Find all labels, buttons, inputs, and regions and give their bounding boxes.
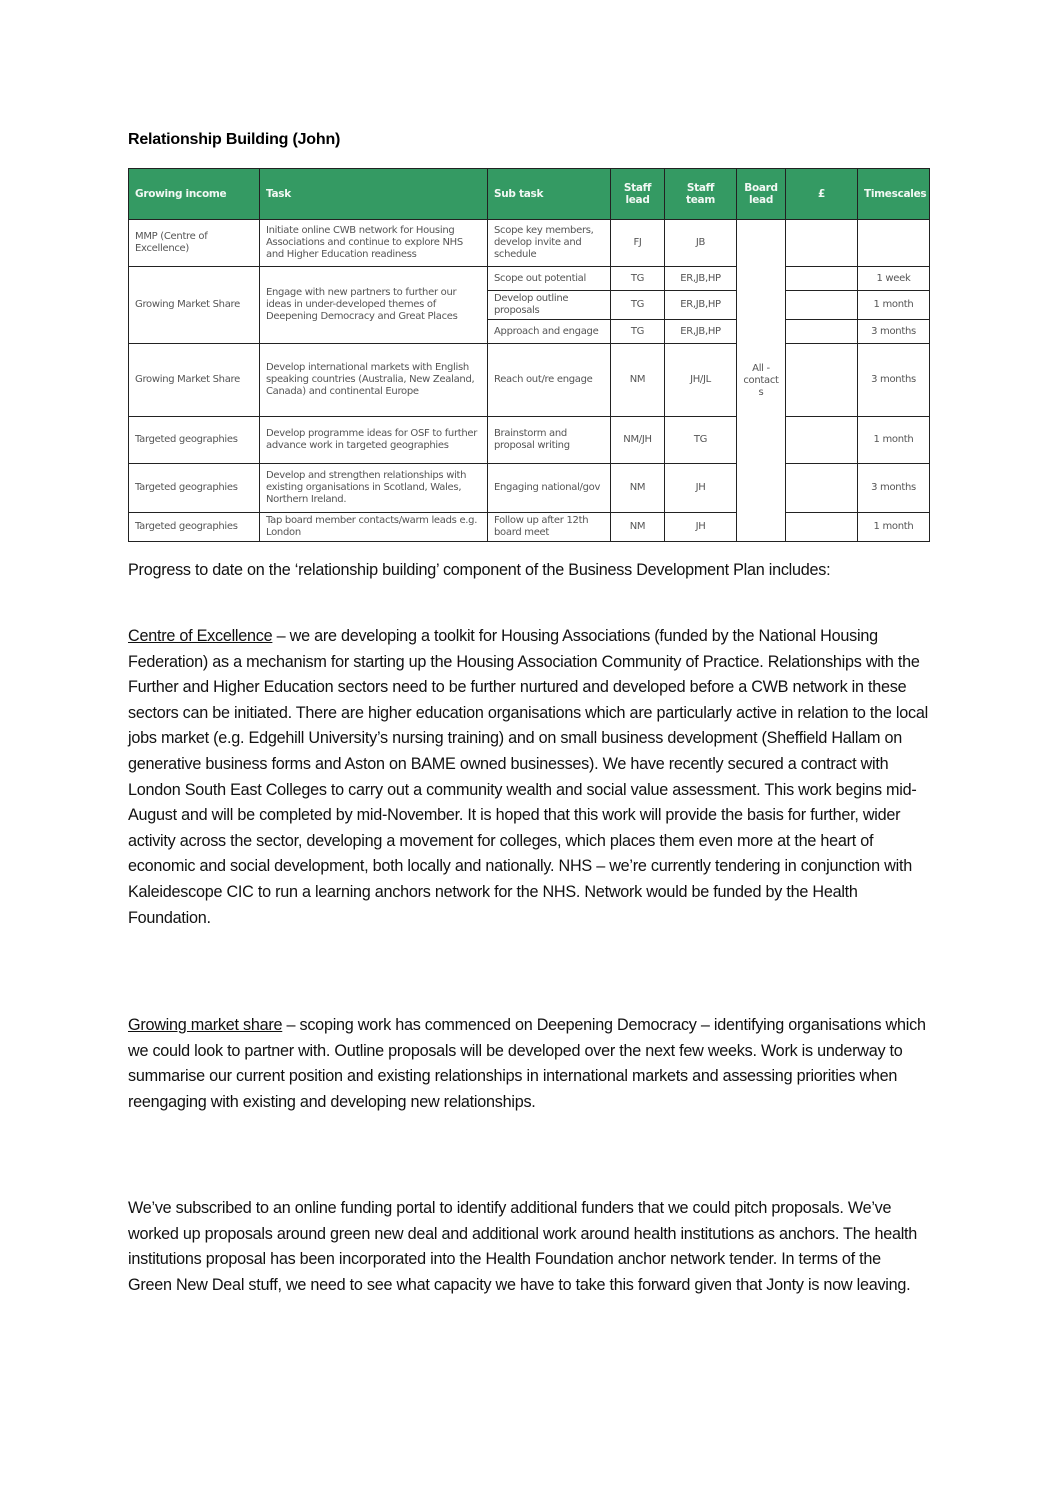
cell-staff-team: JH/JL — [665, 344, 737, 417]
growing-market-share-paragraph — [128, 1013, 928, 1115]
header-board-lead: Board lead — [737, 169, 786, 220]
header-timescales: Timescales — [858, 169, 930, 220]
cell-sub-task: Reach out/re engage — [488, 344, 611, 417]
cell-sub-task: Scope out potential — [488, 267, 611, 291]
centre-of-excellence-label: Centre of Excellence — [128, 627, 273, 645]
table-row — [129, 417, 930, 464]
cell-money — [786, 513, 858, 542]
table-row — [129, 513, 930, 542]
header-task: Task — [260, 169, 488, 220]
cell-sub-task: Develop outline proposals — [488, 291, 611, 320]
centre-of-excellence-text: – we are developing a toolkit for Housing Associations (funded by the National Housing Federation) as a mechanism for starting up the Housing Association Community of Practice. Relationships with the Further and Higher Education sectors need to be further nurtured and developed before a CWB network in these sectors can be initiated. There are higher education organisations which are particularly active in relation to the local jobs market (e.g. Edgehill University’s nursing training) and on small business development (Sheffield Hallam on generative business forms and Aston on BAME owned businesses). We have recently secured a contract with London South East Colleges to carry out a community wealth and social value assessment. This work begins mid-August and will be completed by mid-November. It is hoped that this work will provide the basis for further, wider activity across the sector, developing a movement for colleges, which places them even more at the heart of economic and social development, both locally and nationally. NHS – we’re currently tendering in conjunction with Kaleidescope CIC to run a learning anchors network for the NHS. Network would be funded by the Health Foundation. — [128, 627, 928, 927]
centre-of-excellence-paragraph — [128, 624, 928, 931]
cell-money — [786, 464, 858, 513]
cell-sub-task: Brainstorm and proposal writing — [488, 417, 611, 464]
header-growing-income: Growing income — [129, 169, 260, 220]
cell-task: Tap board member contacts/warm leads e.g. London — [260, 513, 488, 542]
cell-staff-team: JB — [665, 220, 737, 267]
cell-sub-task: Engaging national/gov — [488, 464, 611, 513]
growing-market-share-label: Growing market share — [128, 1016, 283, 1034]
cell-staff-lead: TG — [611, 267, 665, 291]
cell-task: Develop and strengthen relationships with existing organisations in Scotland, Wales, Northern Ireland. — [260, 464, 488, 513]
cell-task: Develop programme ideas for OSF to further advance work in targeted geographies — [260, 417, 488, 464]
intro-paragraph: Progress to date on the ‘relationship building’ component of the Business Development Plan includes: — [128, 561, 831, 579]
cell-staff-lead: NM — [611, 344, 665, 417]
cell-money — [786, 344, 858, 417]
cell-staff-lead: TG — [611, 291, 665, 320]
cell-staff-lead: NM — [611, 464, 665, 513]
cell-staff-lead: NM — [611, 513, 665, 542]
header-sub-task: Sub task — [488, 169, 611, 220]
funding-portal-paragraph: We’ve subscribed to an online funding portal to identify additional funders that we could pitch proposals. We’ve worked up proposals around green new deal and additional work around health institutions as anchors. The health institutions proposal has been incorporated into the Health Foundation anchor network tender. In terms of the Green New Deal stuff, we need to see what capacity we have to take this forward given that Jonty is now leaving. — [128, 1199, 918, 1294]
cell-staff-team: JH — [665, 513, 737, 542]
cell-staff-lead: NM/JH — [611, 417, 665, 464]
table-row — [129, 267, 930, 291]
cell-timescales: 1 month — [858, 513, 930, 542]
section-heading: Relationship Building (John) — [128, 131, 341, 148]
cell-growing-income: Growing Market Share — [129, 267, 260, 344]
cell-timescales: 1 month — [858, 417, 930, 464]
header-money: £ — [786, 169, 858, 220]
table-row — [129, 464, 930, 513]
cell-sub-task: Approach and engage — [488, 320, 611, 344]
header-staff-team: Staff team — [665, 169, 737, 220]
cell-money — [786, 267, 858, 291]
cell-growing-income: Targeted geographies — [129, 417, 260, 464]
cell-money — [786, 291, 858, 320]
cell-growing-income: Targeted geographies — [129, 513, 260, 542]
cell-timescales: 3 months — [858, 464, 930, 513]
cell-sub-task: Scope key members, develop invite and schedule — [488, 220, 611, 267]
table-row — [129, 220, 930, 267]
header-staff-lead: Staff lead — [611, 169, 665, 220]
cell-task: Engage with new partners to further our ideas in under-developed themes of Deepening Democracy and Great Places — [260, 267, 488, 344]
cell-money — [786, 320, 858, 344]
cell-timescales: 3 months — [858, 320, 930, 344]
cell-growing-income: MMP (Centre of Excellence) — [129, 220, 260, 267]
cell-timescales: 3 months — [858, 344, 930, 417]
growing-market-share-text: – scoping work has commenced on Deepening Democracy – identifying organisations which we could look to partner with. Outline proposals will be developed over the next few weeks. Work is underway to summarise our current position and existing relationships in international markets and assessing priorities when reengaging with existing and developing new relationships. — [128, 1016, 926, 1111]
cell-staff-team: ER,JB,HP — [665, 267, 737, 291]
cell-growing-income: Targeted geographies — [129, 464, 260, 513]
cell-timescales: 1 week — [858, 267, 930, 291]
cell-staff-team: ER,JB,HP — [665, 320, 737, 344]
cell-task: Develop international markets with English speaking countries (Australia, New Zealand, Canada) and continental Europe — [260, 344, 488, 417]
cell-staff-lead: TG — [611, 320, 665, 344]
cell-timescales — [858, 220, 930, 267]
cell-staff-team: JH — [665, 464, 737, 513]
cell-staff-team: ER,JB,HP — [665, 291, 737, 320]
cell-money — [786, 220, 858, 267]
cell-sub-task: Follow up after 12th board meet — [488, 513, 611, 542]
cell-staff-team: TG — [665, 417, 737, 464]
cell-growing-income: Growing Market Share — [129, 344, 260, 417]
business-development-table — [128, 168, 930, 542]
cell-staff-lead: FJ — [611, 220, 665, 267]
cell-task: Initiate online CWB network for Housing Associations and continue to explore NHS and Higher Education readiness — [260, 220, 488, 267]
table-row — [129, 344, 930, 417]
table-header-row — [129, 169, 930, 220]
cell-money — [786, 417, 858, 464]
cell-board-lead-merged: All - contact s — [737, 220, 786, 542]
cell-timescales: 1 month — [858, 291, 930, 320]
